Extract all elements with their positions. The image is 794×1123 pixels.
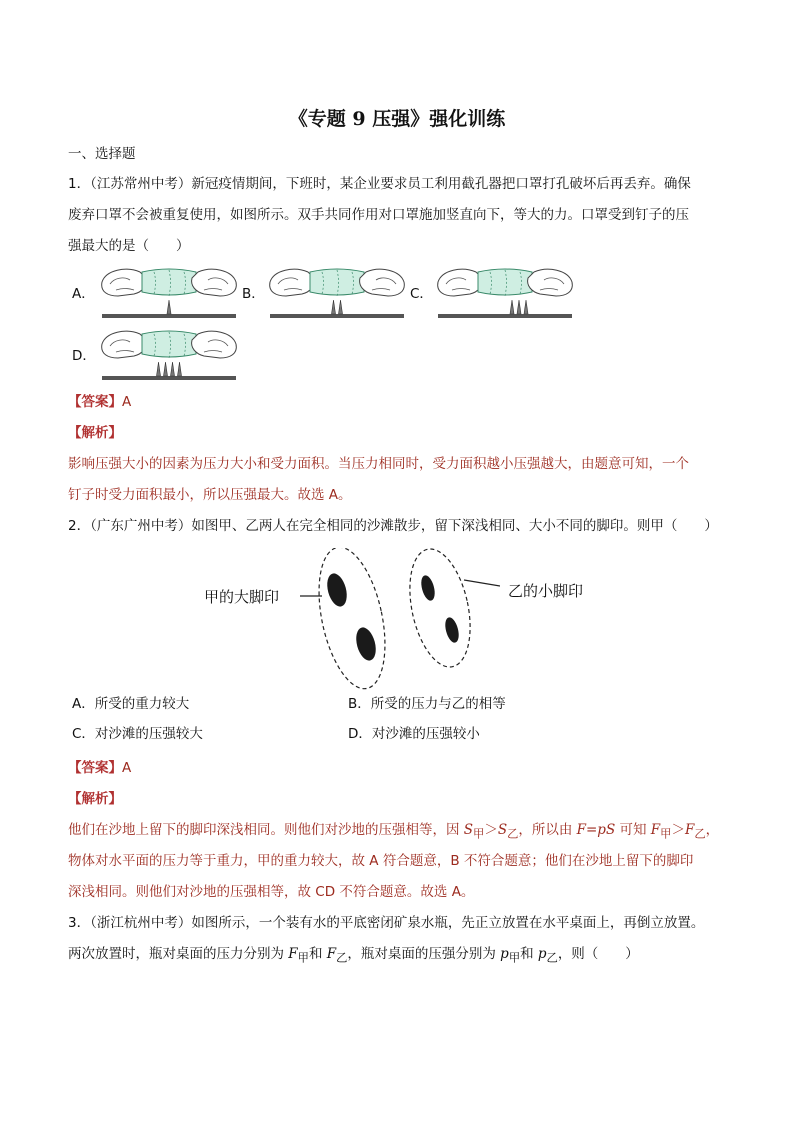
q3-l2-s2: 乙 — [336, 951, 348, 965]
nail-spike — [339, 300, 343, 314]
q2-analysis-line3: 深浅相同。则他们对沙地的压强相等，故 CD 不符合题意。故选 A。 — [68, 884, 475, 900]
q1-figure-b — [264, 262, 410, 322]
mask-shape — [142, 269, 196, 295]
q3-stem-line1: 3．（浙江杭州中考）如图所示，一个装有水的平底密闭矿泉水瓶，先正立放置在水平桌面上，再倒立放置。 — [68, 915, 705, 931]
q3-l2-and1: 和 — [308, 946, 327, 962]
base-plate — [438, 314, 572, 318]
q2-answer — [68, 756, 728, 780]
q2-a1-f2: F — [684, 822, 695, 838]
q1-option-d-label: D． — [72, 348, 96, 364]
left-hand-outline — [438, 269, 483, 296]
left-hand-outline — [102, 331, 147, 358]
q2-a1-sub3: 甲 — [660, 827, 672, 841]
left-hand-outline — [102, 269, 147, 296]
q2-option-c: C．对沙滩的压强较大 — [72, 726, 203, 742]
q1-answer — [68, 390, 728, 414]
base-plate — [102, 314, 236, 318]
q2-a1-gt1: ＞ — [484, 822, 498, 838]
q2-a1-formula: F=pS — [576, 822, 616, 838]
q2-leader-line-right — [464, 580, 500, 586]
q2-stem-line1: 2．（广东广州中考）如图甲、乙两人在完全相同的沙滩散步，留下深浅相同、大小不同的脚印。则甲（ ） — [68, 518, 718, 534]
q1-stem-line1: 1．（江苏常州中考）新冠疫情期间，下班时，某企业要求员工利用截孔器把口罩打孔破坏后再丢弃。确保 — [68, 176, 691, 192]
q2-a1-pre: 他们在沙地上留下的脚印深浅相同。则他们对沙地的压强相等，因 — [68, 822, 464, 838]
q1-analysis-tag — [68, 421, 728, 445]
q1-option-b-label: B． — [242, 286, 265, 302]
mask-shape — [142, 331, 196, 357]
q3-l2-and2: 和 — [520, 946, 538, 962]
nail-spike — [164, 362, 168, 376]
q1-option-c-label: C． — [410, 286, 433, 302]
q2-option-a: A．所受的重力较大 — [72, 696, 190, 712]
q2-a1-sub1: 甲 — [473, 827, 485, 841]
nail-spike — [171, 362, 175, 376]
q1-figure-c — [432, 262, 578, 322]
nail-spike — [332, 300, 336, 314]
section-heading: 一、选择题 — [68, 146, 136, 162]
left-hand-outline — [270, 269, 315, 296]
right-hand-outline — [528, 269, 573, 296]
right-hand-outline — [192, 331, 237, 358]
q3-l2-end: ，则（ ） — [557, 946, 639, 962]
q3-l2-f1: F — [288, 946, 298, 962]
q3-l2-s4: 乙 — [546, 951, 558, 965]
q1-option-a-label: A． — [72, 286, 95, 302]
q2-dashed-ellipse-right — [400, 548, 480, 673]
q2-a1-sub4: 乙 — [694, 827, 706, 841]
q3-l2-f2: F — [326, 946, 337, 962]
q1-answer-value: A — [122, 394, 132, 410]
q3-l2-mid: ，瓶对桌面的压强分别为 — [347, 946, 501, 962]
q1-figure-d — [96, 324, 242, 384]
q2-footprints-figure — [300, 548, 500, 698]
page-title: 《专题 9 压强》强化训练 — [288, 108, 506, 130]
nail-spike — [524, 300, 528, 314]
mask-shape — [478, 269, 532, 295]
q1-analysis-label: 【解析】 — [68, 425, 122, 441]
nail-spike — [157, 362, 161, 376]
q2-dashed-ellipse-left — [308, 548, 397, 695]
q1-figure-a — [96, 262, 242, 322]
mask-shape — [310, 269, 364, 295]
q2-footprint-right-group — [400, 548, 480, 673]
q2-big-footprint-2 — [353, 625, 379, 663]
q3-l2-s3: 甲 — [508, 951, 521, 965]
nail-spike — [167, 300, 171, 314]
right-hand-outline — [192, 269, 237, 296]
q2-label-right: 乙的小脚印 — [508, 582, 584, 600]
nail-spike — [178, 362, 182, 376]
q2-a1-sub2: 乙 — [507, 827, 519, 841]
q3-l2-p2: p — [537, 946, 547, 962]
q2-a1-mid: ，所以由 — [518, 822, 577, 838]
nail-spike — [517, 300, 521, 314]
q1-answer-tag: 【答案】 — [68, 394, 122, 410]
q2-small-footprint-1 — [419, 574, 437, 602]
q2-a1-f1: F — [650, 822, 661, 838]
base-plate — [102, 376, 236, 380]
q3-l2-s1: 甲 — [297, 951, 309, 965]
q2-analysis-line2: 物体对水平面的压力等于重力，甲的重力较大，故 A 符合题意，B 不符合题意；他们在沙地上留下的脚印 — [68, 853, 694, 869]
q2-footprint-left-group — [308, 548, 397, 695]
q2-option-d: D．对沙滩的压强较小 — [348, 726, 480, 742]
q2-answer-tag: 【答案】 — [68, 760, 122, 776]
q2-option-b: B．所受的压力与乙的相等 — [348, 696, 506, 712]
q2-analysis-label: 【解析】 — [68, 791, 122, 807]
q2-small-footprint-2 — [443, 616, 461, 644]
q2-analysis-line1 — [68, 818, 728, 847]
q2-big-footprint-1 — [324, 571, 350, 609]
q1-stem-line3: 强最大的是（ ） — [68, 238, 190, 254]
q2-answer-value: A — [122, 760, 132, 776]
q2-label-left: 甲的大脚印 — [204, 588, 280, 606]
q2-a1-gt2: ＞ — [671, 822, 685, 838]
q3-stem-line2 — [68, 942, 728, 971]
q2-a1-s1: S — [463, 822, 474, 838]
q2-a1-end: ， — [705, 822, 720, 838]
base-plate — [270, 314, 404, 318]
q1-analysis-line2: 钉子时受力面积最小，所以压强最大。故选 A。 — [68, 487, 352, 503]
q1-stem-line2: 废弃口罩不会被重复使用，如图所示。双手共同作用对口罩施加竖直向下，等大的力。口罩受到钉子的压 — [68, 207, 689, 223]
q3-l2-pre: 两次放置时，瓶对桌面的压力分别为 — [68, 946, 289, 962]
q2-a1-s2: S — [497, 822, 508, 838]
q3-l2-p1: p — [500, 946, 509, 962]
q2-a1-mid2: 可知 — [615, 822, 651, 838]
q2-analysis-tag — [68, 787, 728, 811]
nail-spike — [510, 300, 514, 314]
right-hand-outline — [360, 269, 405, 296]
q1-analysis-line1: 影响压强大小的因素为压力大小和受力面积。当压力相同时，受力面积越小压强越大，由题意可知，一个 — [68, 456, 689, 472]
